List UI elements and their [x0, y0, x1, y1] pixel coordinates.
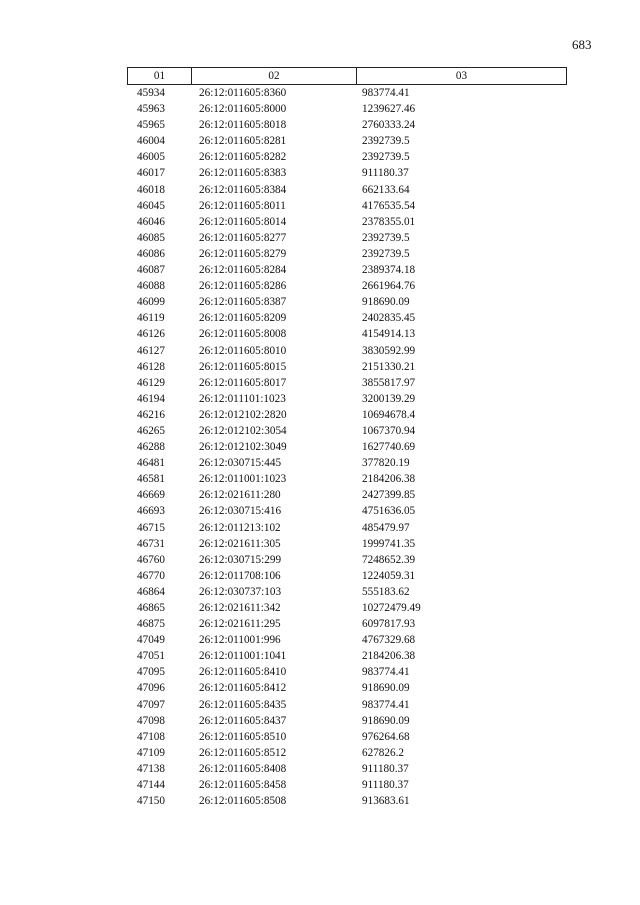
- cell-cadastral-number: 26:12:011605:8408: [199, 762, 287, 775]
- table-row: [127, 503, 567, 519]
- cell-id: 47051: [137, 650, 165, 663]
- cell-cadastral-number: 26:12:011605:8512: [199, 746, 287, 759]
- cell-id: 47144: [137, 779, 165, 792]
- table-row: [127, 616, 567, 632]
- cell-id: 45963: [137, 103, 165, 116]
- cell-cadastral-number: 26:12:011605:8209: [199, 312, 287, 325]
- cell-id: 46669: [137, 489, 165, 502]
- table-row: [127, 407, 567, 423]
- cell-id: 47095: [137, 666, 165, 679]
- cell-cadastral-number: 26:12:011605:8458: [199, 779, 287, 792]
- table-row: [127, 133, 567, 149]
- table-row: [127, 278, 567, 294]
- cell-id: 47049: [137, 634, 165, 647]
- table-row: [127, 439, 567, 455]
- cell-value: 4176535.54: [362, 199, 416, 212]
- cell-value: 4154914.13: [362, 328, 416, 341]
- cell-value: 662133.64: [362, 183, 410, 196]
- cell-cadastral-number: 26:12:011605:8284: [199, 264, 287, 277]
- data-table: [127, 67, 567, 809]
- cell-value: 7248652.39: [362, 553, 416, 566]
- cell-id: 46216: [137, 408, 165, 421]
- table-row: [127, 520, 567, 536]
- cell-value: 3855817.97: [362, 376, 416, 389]
- cell-cadastral-number: 26:12:011605:8018: [199, 119, 287, 132]
- table-row: [127, 487, 567, 503]
- cell-value: 2378355.01: [362, 215, 416, 228]
- cell-cadastral-number: 26:12:011605:8383: [199, 167, 287, 180]
- cell-cadastral-number: 26:12:030715:416: [199, 505, 282, 518]
- cell-cadastral-number: 26:12:012102:3054: [199, 424, 287, 437]
- table-row: [127, 117, 567, 133]
- cell-cadastral-number: 26:12:011605:8282: [199, 151, 287, 164]
- cell-id: 45965: [137, 119, 165, 132]
- cell-cadastral-number: 26:12:011605:8435: [199, 698, 287, 711]
- cell-id: 46129: [137, 376, 165, 389]
- cell-cadastral-number: 26:12:011708:106: [199, 569, 281, 582]
- table-row: [127, 471, 567, 487]
- cell-id: 47108: [137, 730, 165, 743]
- cell-id: 47109: [137, 746, 165, 759]
- cell-cadastral-number: 26:12:011605:8011: [199, 199, 286, 212]
- cell-value: 3200139.29: [362, 392, 416, 405]
- cell-value: 918690.09: [362, 714, 410, 727]
- cell-id: 47098: [137, 714, 165, 727]
- table-row: [127, 455, 567, 471]
- cell-cadastral-number: 26:12:021611:305: [199, 537, 281, 550]
- table-row: [127, 648, 567, 664]
- cell-value: 2392739.5: [362, 151, 410, 164]
- cell-value: 2392739.5: [362, 135, 410, 148]
- cell-id: 46004: [137, 135, 165, 148]
- table-row: [127, 632, 567, 648]
- cell-id: 46088: [137, 280, 165, 293]
- cell-id: 46693: [137, 505, 165, 518]
- table-row: [127, 584, 567, 600]
- table-row: [127, 777, 567, 793]
- table-row: [127, 536, 567, 552]
- cell-id: 46018: [137, 183, 165, 196]
- cell-cadastral-number: 26:12:011605:8277: [199, 231, 287, 244]
- cell-id: 46085: [137, 231, 165, 244]
- table-row: [127, 697, 567, 713]
- cell-value: 976264.68: [362, 730, 410, 743]
- cell-value: 3830592.99: [362, 344, 416, 357]
- cell-value: 2184206.38: [362, 473, 416, 486]
- cell-value: 2389374.18: [362, 264, 416, 277]
- table-row: [127, 568, 567, 584]
- cell-cadastral-number: 26:12:011605:8410: [199, 666, 287, 679]
- cell-id: 45934: [137, 87, 165, 99]
- cell-value: 983774.41: [362, 666, 410, 679]
- table-row: [127, 729, 567, 745]
- table-row: [127, 165, 567, 181]
- table-row: [127, 713, 567, 729]
- table-row: [127, 343, 567, 359]
- cell-value: 913683.61: [362, 795, 410, 808]
- cell-cadastral-number: 26:12:011001:996: [199, 634, 281, 647]
- table-row: [127, 149, 567, 165]
- cell-cadastral-number: 26:12:011605:8010: [199, 344, 287, 357]
- cell-cadastral-number: 26:12:011605:8437: [199, 714, 287, 727]
- cell-id: 46046: [137, 215, 165, 228]
- cell-value: 911180.37: [362, 779, 409, 792]
- cell-value: 2402835.45: [362, 312, 416, 325]
- cell-id: 46017: [137, 167, 165, 180]
- table-row: [127, 230, 567, 246]
- table-row: [127, 246, 567, 262]
- column-header-02: 02: [192, 68, 357, 84]
- cell-cadastral-number: 26:12:021611:342: [199, 602, 281, 614]
- cell-value: 1627740.69: [362, 441, 416, 454]
- table-row: [127, 294, 567, 310]
- cell-value: 2427399.85: [362, 489, 416, 502]
- cell-value: 2760333.24: [362, 119, 416, 132]
- cell-id: 46731: [137, 537, 165, 550]
- cell-id: 46865: [137, 602, 165, 614]
- cell-value: 6097817.93: [362, 618, 416, 631]
- table-row: [127, 198, 567, 214]
- cell-cadastral-number: 26:12:011605:8286: [199, 280, 287, 293]
- table-row: [127, 101, 567, 117]
- cell-cadastral-number: 26:12:030715:299: [199, 553, 282, 566]
- cell-id: 46715: [137, 521, 165, 534]
- cell-cadastral-number: 26:12:011213:102: [199, 521, 281, 534]
- table-row: [127, 262, 567, 278]
- cell-value: 2661964.76: [362, 280, 416, 293]
- cell-id: 46288: [137, 441, 165, 454]
- cell-cadastral-number: 26:12:012102:3049: [199, 441, 287, 454]
- cell-value: 555183.62: [362, 585, 410, 598]
- table-row: [127, 182, 567, 198]
- cell-value: 983774.41: [362, 87, 410, 99]
- cell-id: 46581: [137, 473, 165, 486]
- cell-value: 2392739.5: [362, 231, 410, 244]
- column-header-03: 03: [455, 70, 468, 82]
- cell-value: 918690.09: [362, 682, 410, 695]
- cell-id: 47097: [137, 698, 165, 711]
- cell-id: 46005: [137, 151, 165, 164]
- cell-value: 2151330.21: [362, 360, 416, 373]
- cell-cadastral-number: 26:12:030737:103: [199, 585, 282, 598]
- table-row: [127, 85, 567, 101]
- table-row: [127, 375, 567, 391]
- table-row: [127, 391, 567, 407]
- cell-cadastral-number: 26:12:030715:445: [199, 457, 282, 470]
- table-row: [127, 745, 567, 761]
- table-row: [127, 326, 567, 342]
- cell-value: 1999741.35: [362, 537, 416, 550]
- cell-value: 1224059.31: [362, 569, 416, 582]
- page-number: 683: [572, 37, 592, 52]
- cell-cadastral-number: 26:12:021611:280: [199, 489, 281, 502]
- cell-id: 46760: [137, 553, 165, 566]
- cell-id: 46127: [137, 344, 165, 357]
- table-row: [127, 600, 567, 616]
- cell-id: 47150: [137, 795, 165, 808]
- cell-value: 911180.37: [362, 762, 409, 775]
- cell-cadastral-number: 26:12:011605:8279: [199, 247, 287, 260]
- table-row: [127, 423, 567, 439]
- cell-cadastral-number: 26:12:011001:1023: [199, 473, 287, 486]
- table-row: [127, 761, 567, 777]
- cell-id: 46265: [137, 424, 165, 437]
- cell-cadastral-number: 26:12:011605:8508: [199, 795, 287, 808]
- cell-cadastral-number: 26:12:011605:8510: [199, 730, 287, 743]
- table-row: [127, 214, 567, 230]
- cell-cadastral-number: 26:12:021611:295: [199, 618, 281, 631]
- cell-cadastral-number: 26:12:011605:8017: [199, 376, 287, 389]
- cell-cadastral-number: 26:12:011605:8000: [199, 103, 287, 116]
- cell-value: 10694678.4: [362, 408, 416, 421]
- cell-id: 46128: [137, 360, 165, 373]
- cell-cadastral-number: 26:12:011605:8015: [199, 360, 287, 373]
- cell-id: 47138: [137, 762, 165, 775]
- cell-cadastral-number: 26:12:011605:8412: [199, 682, 287, 695]
- cell-value: 1239627.46: [362, 103, 416, 116]
- cell-id: 46099: [137, 296, 165, 309]
- table-row: [127, 793, 567, 809]
- cell-id: 46126: [137, 328, 165, 341]
- cell-value: 485479.97: [362, 521, 410, 534]
- table-row: [127, 310, 567, 326]
- cell-id: 46770: [137, 569, 165, 582]
- cell-cadastral-number: 26:12:011605:8387: [199, 296, 287, 309]
- cell-id: 46087: [137, 264, 165, 277]
- cell-id: 46119: [137, 312, 165, 325]
- cell-id: 46481: [137, 457, 165, 470]
- cell-id: 46045: [137, 199, 165, 212]
- cell-cadastral-number: 26:12:011605:8008: [199, 328, 287, 341]
- cell-value: 4751636.05: [362, 505, 416, 518]
- cell-cadastral-number: 26:12:011001:1041: [199, 650, 287, 663]
- cell-value: 2392739.5: [362, 247, 410, 260]
- table-body: [127, 85, 567, 809]
- cell-id: 46086: [137, 247, 165, 260]
- cell-value: 4767329.68: [362, 634, 416, 647]
- table-row: [127, 552, 567, 568]
- cell-value: 983774.41: [362, 698, 410, 711]
- cell-cadastral-number: 26:12:011605:8014: [199, 215, 287, 228]
- cell-value: 1067370.94: [362, 424, 416, 437]
- cell-cadastral-number: 26:12:011101:1023: [199, 392, 286, 405]
- cell-id: 46864: [137, 585, 165, 598]
- cell-cadastral-number: 26:12:011605:8281: [199, 135, 287, 148]
- cell-id: 46194: [137, 392, 165, 405]
- cell-id: 46875: [137, 618, 165, 631]
- cell-id: 47096: [137, 682, 165, 695]
- cell-cadastral-number: 26:12:011605:8384: [199, 183, 287, 196]
- cell-value: 2184206.38: [362, 650, 416, 663]
- table-header: [127, 67, 567, 85]
- cell-value: 377820.19: [362, 457, 410, 470]
- cell-value: 918690.09: [362, 296, 410, 309]
- table-row: [127, 359, 567, 375]
- cell-cadastral-number: 26:12:011605:8360: [199, 87, 287, 99]
- column-header-01: 01: [128, 68, 192, 84]
- cell-value: 10272479.49: [362, 602, 421, 614]
- cell-value: 627826.2: [362, 746, 404, 759]
- cell-value: 911180.37: [362, 167, 409, 180]
- cell-cadastral-number: 26:12:012102:2820: [199, 408, 287, 421]
- table-row: [127, 680, 567, 696]
- table-row: [127, 664, 567, 680]
